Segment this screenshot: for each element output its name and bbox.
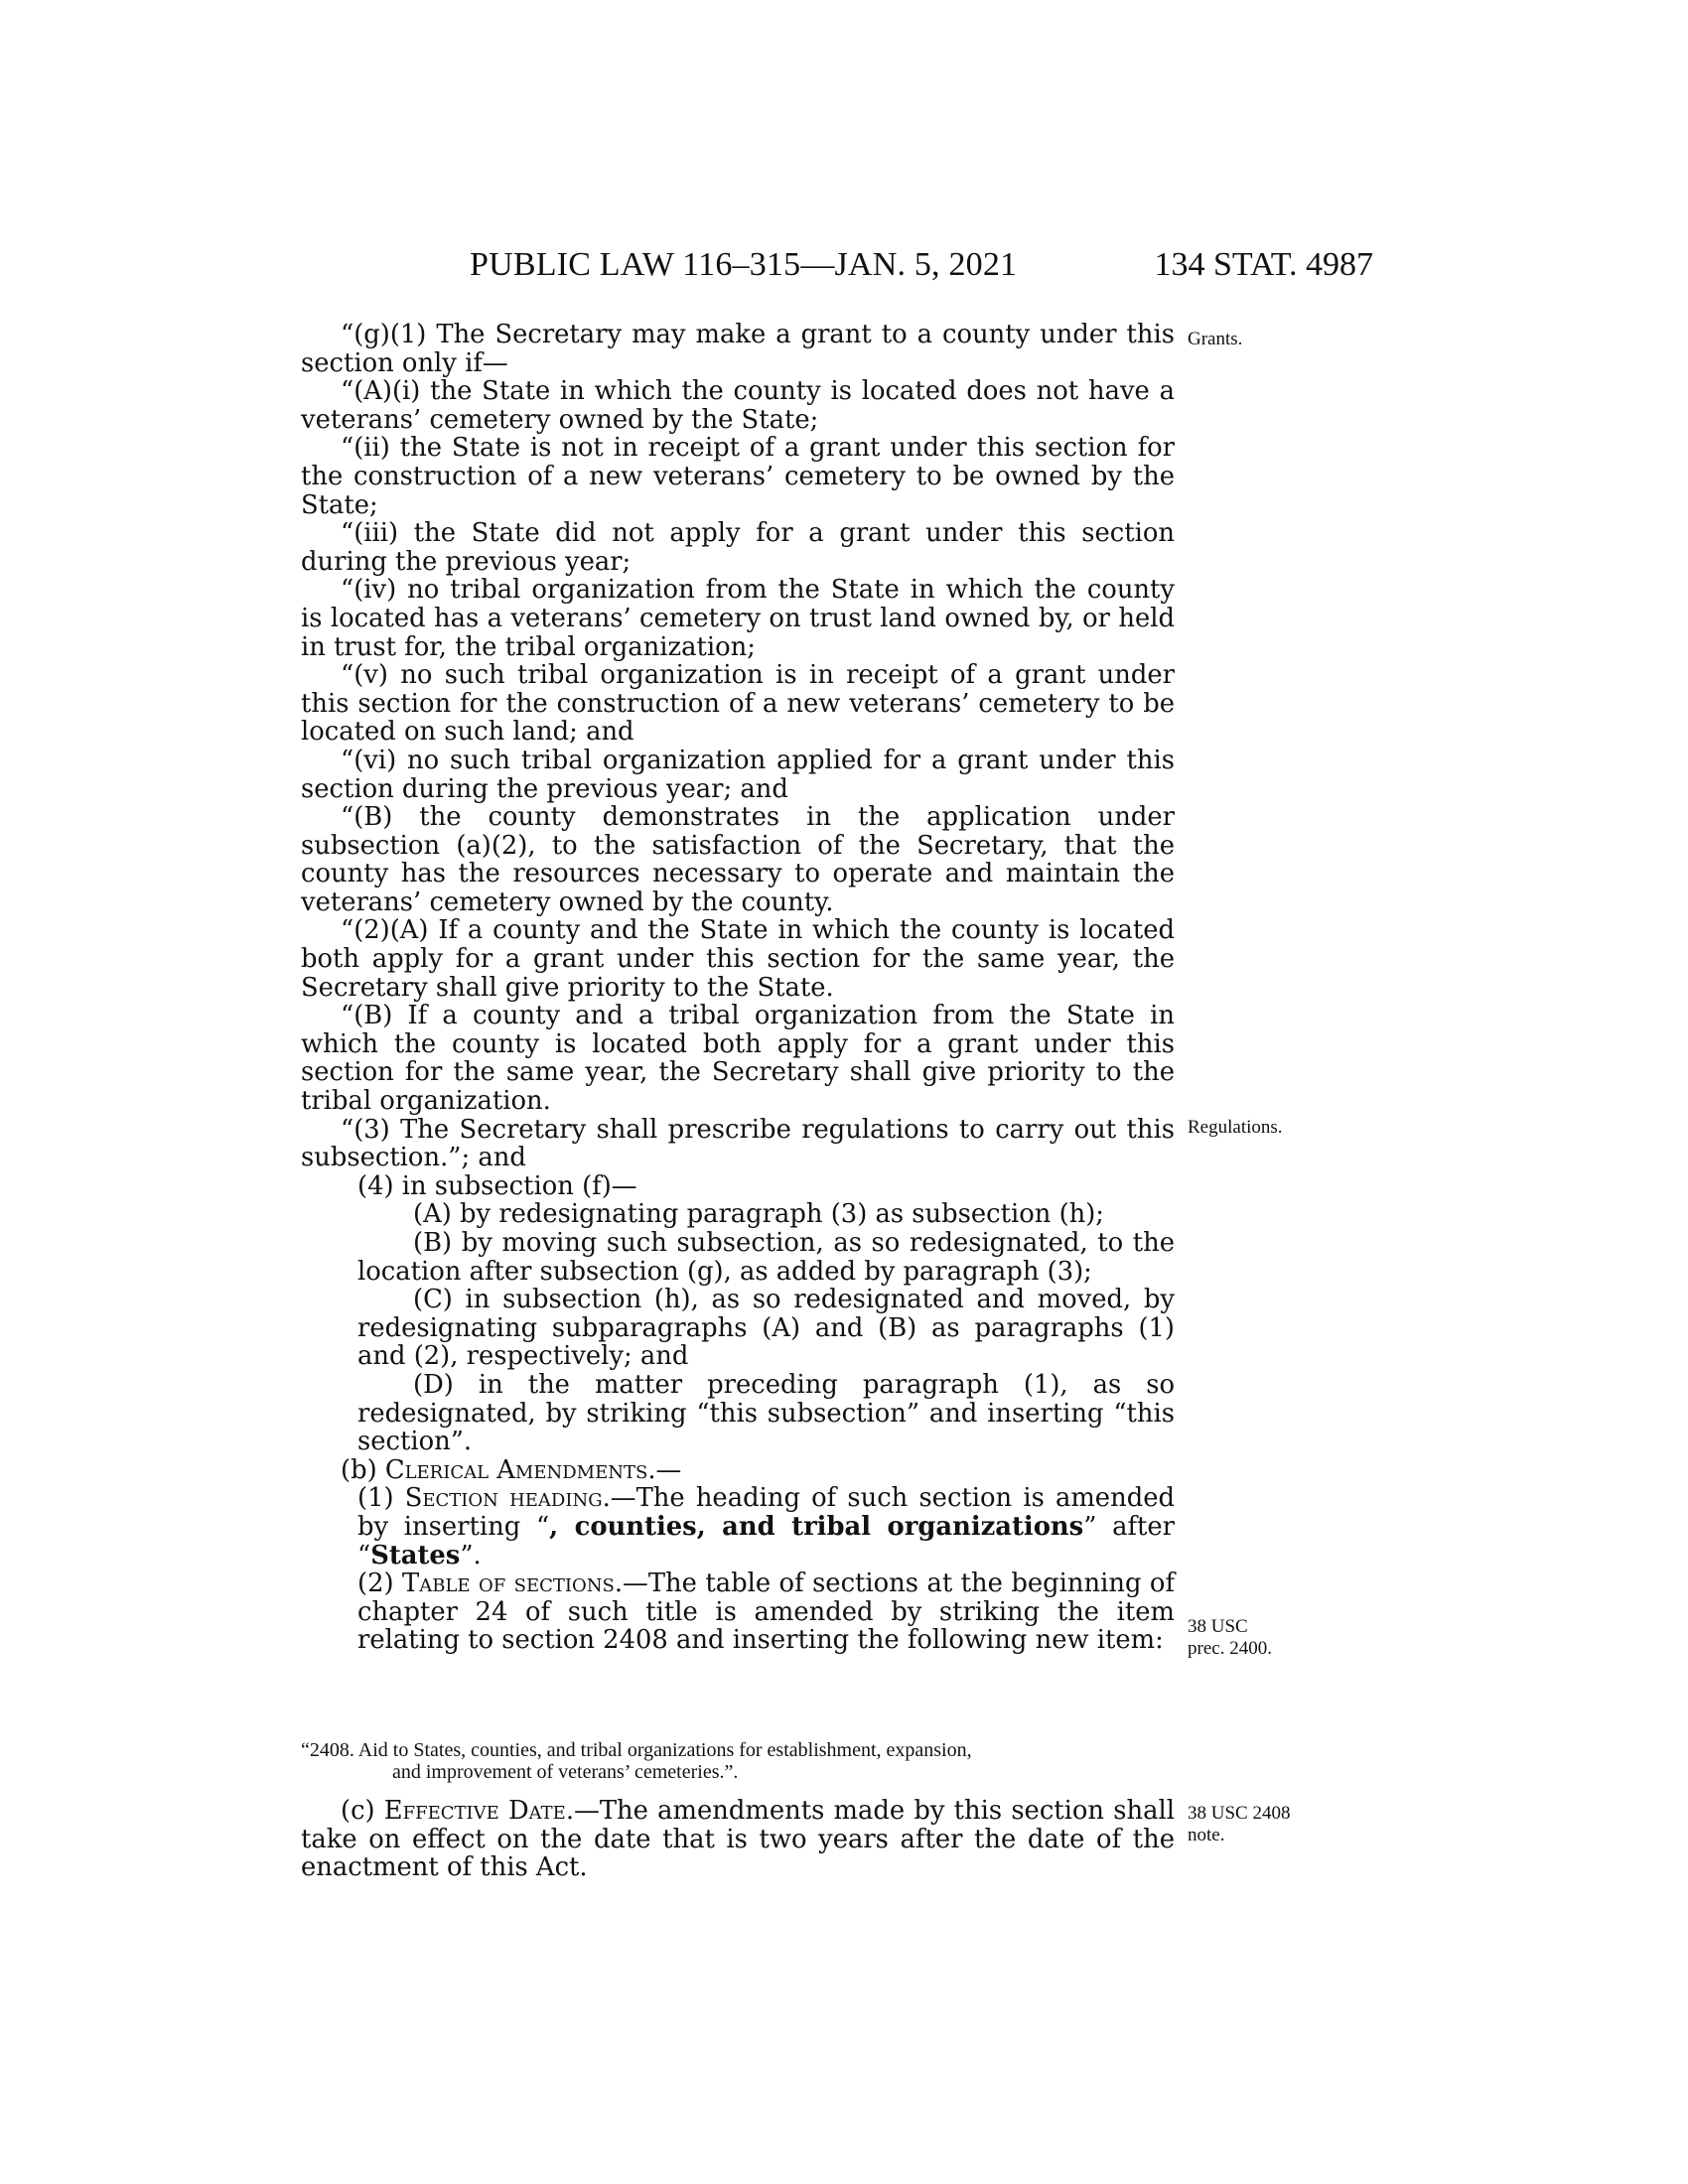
paragraph-ii: “(ii) the State is not in receipt of a grant under this section for the construction of a new veterans’ cemetery to be owned by the State; bbox=[301, 433, 1175, 520]
table-of-sections-item bbox=[301, 1739, 1175, 1783]
subsection-b-heading bbox=[301, 1456, 1175, 1485]
paragraph-4A: (A) by redesignating paragraph (3) as subsection (h); bbox=[413, 1199, 1104, 1230]
b1-bold-2: States bbox=[370, 1540, 461, 1570]
usc-prec-line-2: prec. 2400. bbox=[1188, 1638, 1272, 1659]
b2-label: (2) bbox=[357, 1569, 402, 1599]
b2-text: .—The table of sections at the beginning of chapter 24 of such title is amended by striking the item relating to section 2408 and inserting the following new item: bbox=[357, 1569, 1175, 1656]
paragraph-2A: “(2)(A) If a county and the State in which the county is located both apply for a grant under this section for the same year, the Secretary shall give priority to the State. bbox=[301, 915, 1175, 1003]
public-law-citation: PUBLIC LAW 116–315—JAN. 5, 2021 bbox=[470, 246, 1018, 283]
margin-note-usc-2408 bbox=[1188, 1803, 1290, 1846]
paragraph-A-i: “(A)(i) the State in which the county is located does not have a veterans’ cemetery owned by the State; bbox=[301, 376, 1175, 435]
b1-text-1: .—The heading of such section is amended by inserting “ bbox=[357, 1483, 1175, 1542]
usc-note-line-2: note. bbox=[1188, 1825, 1225, 1845]
paragraph-g1: “(g)(1) The Secretary may make a grant to a county under this section only if— bbox=[301, 320, 1175, 378]
b2-heading: Table of sections bbox=[401, 1569, 615, 1599]
item-line-2: and improvement of veterans’ cemeteries.”. bbox=[392, 1761, 739, 1783]
b1-text-3: ”. bbox=[460, 1540, 482, 1570]
paragraph-b2 bbox=[357, 1570, 1175, 1655]
paragraph-4: (4) in subsection (f)— bbox=[357, 1170, 637, 1201]
paragraph-4D: (D) in the matter preceding paragraph (1), as so redesignated, by striking “this subsection” and inserting “this section”. bbox=[357, 1369, 1175, 1457]
b1-label: (1) bbox=[357, 1483, 405, 1514]
b1-text-2: ” after “ bbox=[357, 1511, 1175, 1570]
main-text bbox=[301, 321, 1175, 1655]
paragraph-b1 bbox=[357, 1484, 1175, 1570]
b1-heading: Section heading bbox=[404, 1483, 603, 1514]
item-line-1: “2408. Aid to States, counties, and tribal organizations for establishment, expansion, bbox=[301, 1739, 972, 1761]
paragraph-4C: (C) in subsection (h), as so redesignated and moved, by redesignating subparagraphs (A) and (B) as paragraphs (1) and (2), respectively; and bbox=[357, 1285, 1175, 1372]
page-header bbox=[301, 246, 1373, 296]
margin-note-usc-prec bbox=[1188, 1616, 1272, 1660]
paragraph-4B: (B) by moving such subsection, as so redesignated, to the location after subsection (g), as added by paragraph (3); bbox=[357, 1228, 1175, 1287]
paragraph-iii: “(iii) the State did not apply for a grant under this section during the previous year; bbox=[301, 518, 1175, 577]
paragraph-B: “(B) the county demonstrates in the application under subsection (a)(2), to the satisfaction of the Secretary, that the county has the resources necessary to operate and maintain the veterans’ cemetery owned by the county. bbox=[301, 802, 1175, 917]
subsection-b-title: Clerical Amendments bbox=[384, 1454, 648, 1485]
usc-note-line-1: 38 USC 2408 bbox=[1188, 1803, 1291, 1824]
subsection-c bbox=[301, 1797, 1175, 1882]
margin-note-grants: Grants. bbox=[1188, 329, 1243, 349]
subsection-b-label: (b) bbox=[341, 1454, 385, 1485]
subsection-b-dash: .— bbox=[647, 1454, 682, 1485]
paragraph-3: “(3) The Secretary shall prescribe regulations to carry out this subsection.”; and bbox=[301, 1114, 1175, 1173]
statute-page-number: 134 STAT. 4987 bbox=[1154, 246, 1373, 283]
paragraph-iv: “(iv) no tribal organization from the State in which the county is located has a veterans’ cemetery on trust land owned by, or held in trust for, the tribal organization; bbox=[301, 575, 1175, 662]
paragraph-vi: “(vi) no such tribal organization applied for a grant under this section during the previous year; and bbox=[301, 745, 1175, 804]
margin-note-regulations: Regulations. bbox=[1188, 1117, 1283, 1138]
c-heading: Effective Date bbox=[383, 1796, 566, 1826]
c-label: (c) bbox=[341, 1796, 384, 1826]
usc-prec-line-1: 38 USC bbox=[1188, 1616, 1248, 1637]
paragraph-c bbox=[301, 1797, 1175, 1882]
paragraph-2B: “(B) If a county and a tribal organization from the State in which the county is located both apply for a grant under this section for the same year, the Secretary shall give priority to the tribal organization. bbox=[301, 1001, 1175, 1117]
paragraph-v: “(v) no such tribal organization is in receipt of a grant under this section for the construction of a new veterans’ cemetery to be located on such land; and bbox=[301, 660, 1175, 748]
b1-bold-1: , counties, and tribal organizations bbox=[549, 1511, 1084, 1542]
c-text: .—The amendments made by this section shall take on effect on the date that is two years after the date of the enactment of this Act. bbox=[301, 1796, 1175, 1883]
